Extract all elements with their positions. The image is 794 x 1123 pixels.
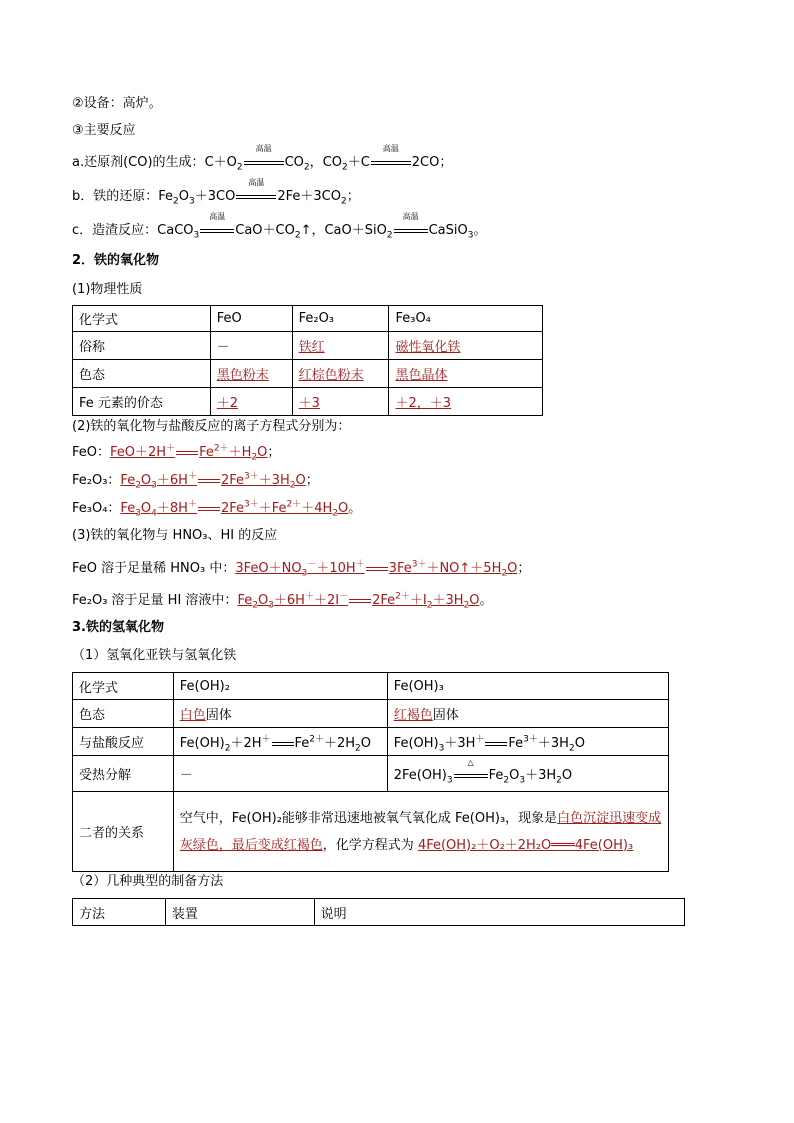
table-row	[73, 332, 543, 360]
table-header: Fe(OH)₂	[173, 673, 387, 700]
section3-sub2: （2）几种典型的制备方法	[72, 874, 224, 889]
table-cell: 黑色晶体	[389, 360, 543, 388]
table-header: 化学式	[73, 306, 211, 332]
table-row	[73, 306, 543, 332]
fe2o3-hcl-line: Fe₂O₃：$Fe_2O_3+6H^+$ $2Fe^{3+}+3H_2O$；	[72, 471, 319, 491]
feo-hcl-line: FeO：FeO＋2H＋ $Fe^{2+}+H_2O$；	[72, 443, 281, 463]
table-cell: －	[210, 332, 292, 360]
table-cell: 白色固体	[173, 700, 387, 728]
table-cell: 二者的关系	[73, 792, 174, 872]
main-reactions-heading: ③主要反应	[72, 123, 136, 138]
fe2o3-hi-line: Fe₂O₃ 溶于足量 HI 溶液中：$Fe_2O_3+6H^++2I^-$ $2Fe^{2+}+I_2+3H_2O$。	[72, 591, 493, 611]
table-cell: 磁性氧化铁	[389, 332, 543, 360]
table-cell: $2Fe(OH)_3$ △ $Fe_2O_3+3H_2O$	[387, 756, 668, 792]
oxides-table	[72, 305, 543, 416]
table-cell: ＋2，＋3	[389, 388, 543, 416]
section3-title: 3.铁的氢氧化物	[72, 620, 164, 635]
table-cell: ＋3	[292, 388, 389, 416]
table-row	[73, 899, 685, 926]
table-cell: 铁红	[292, 332, 389, 360]
table-cell: 与盐酸反应	[73, 728, 174, 756]
table-row	[73, 700, 669, 728]
table-row	[73, 388, 543, 416]
table-cell: －	[173, 756, 387, 792]
table-header: 化学式	[73, 673, 174, 700]
feo-hno3-line: FeO 溶于足量稀 HNO₃ 中：$3FeO+NO_3^-+10H^+$ $3Fe^{3+}+NO↑+5H_2O$；	[72, 559, 531, 579]
section2-sub1: (1)物理性质	[72, 282, 143, 297]
table-row	[73, 728, 669, 756]
table-cell: $Fe(OH)_2+2H^+$ $Fe^{2+}+2H_2O$	[173, 728, 387, 756]
table-header: Fe₃O₄	[389, 306, 543, 332]
reaction-c-line: c．造渣反应：CaCO$_3$ 高温 $CaO+CO_2↑$，CaO＋SiO$_2$ 高温 CaSiO$_3$。	[72, 212, 487, 241]
table-cell: 受热分解	[73, 756, 174, 792]
table-cell: Fe 元素的价态	[73, 388, 211, 416]
table-header: 装置	[165, 899, 314, 926]
table-header: 方法	[73, 899, 166, 926]
table-cell: 空气中，Fe(OH)₂能够非常迅速地被氧气氧化成 Fe(OH)₃，现象是白色沉淀迅速变成灰绿色，最后变成红褐色，化学方程式为 4Fe(OH)₂＋O₂＋2H₂O═══4Fe(OH)₃	[173, 792, 668, 872]
table-row	[73, 756, 669, 792]
table-header: Fe₂O₃	[292, 306, 389, 332]
section2-sub2: (2)铁的氧化物与盐酸反应的离子方程式分别为：	[72, 419, 351, 434]
hydroxides-table	[72, 672, 669, 872]
section2-sub3: (3)铁的氧化物与 HNO₃、HI 的反应	[72, 528, 278, 543]
table-row	[73, 673, 669, 700]
table-cell: 色态	[73, 700, 174, 728]
table-cell: $Fe(OH)_3+3H^+$ $Fe^{3+}+3H_2O$	[387, 728, 668, 756]
section3-sub1: （1）氢氧化亚铁与氢氧化铁	[72, 648, 237, 663]
table-header: FeO	[210, 306, 292, 332]
table-cell: 俗称	[73, 332, 211, 360]
table-row	[73, 360, 543, 388]
table-cell: 红棕色粉末	[292, 360, 389, 388]
table-row	[73, 792, 669, 872]
table-cell: 红褐色固体	[387, 700, 668, 728]
section2-title: 2．铁的氧化物	[72, 253, 160, 268]
table-cell: 色态	[73, 360, 211, 388]
reaction-b-line: b．铁的还原：$Fe_2O_3+3CO$ 高温 $2Fe+3CO_2$；	[72, 178, 360, 207]
table-header: Fe(OH)₃	[387, 673, 668, 700]
reaction-a-line: a.还原剂(CO)的生成：$C+O_2$ 高温 $CO_2$，$CO_2+C$ 高温 2CO；	[72, 144, 453, 173]
table-cell: ＋2	[210, 388, 292, 416]
equipment-line: ②设备：高炉。	[72, 96, 162, 111]
table-cell: 黑色粉末	[210, 360, 292, 388]
methods-table	[72, 898, 685, 926]
fe3o4-hcl-line: Fe₃O₄：$Fe_3O_4+8H^+$ $2Fe^{3+}+Fe^{2+}+4H_2O$。	[72, 499, 362, 519]
table-header: 说明	[314, 899, 684, 926]
